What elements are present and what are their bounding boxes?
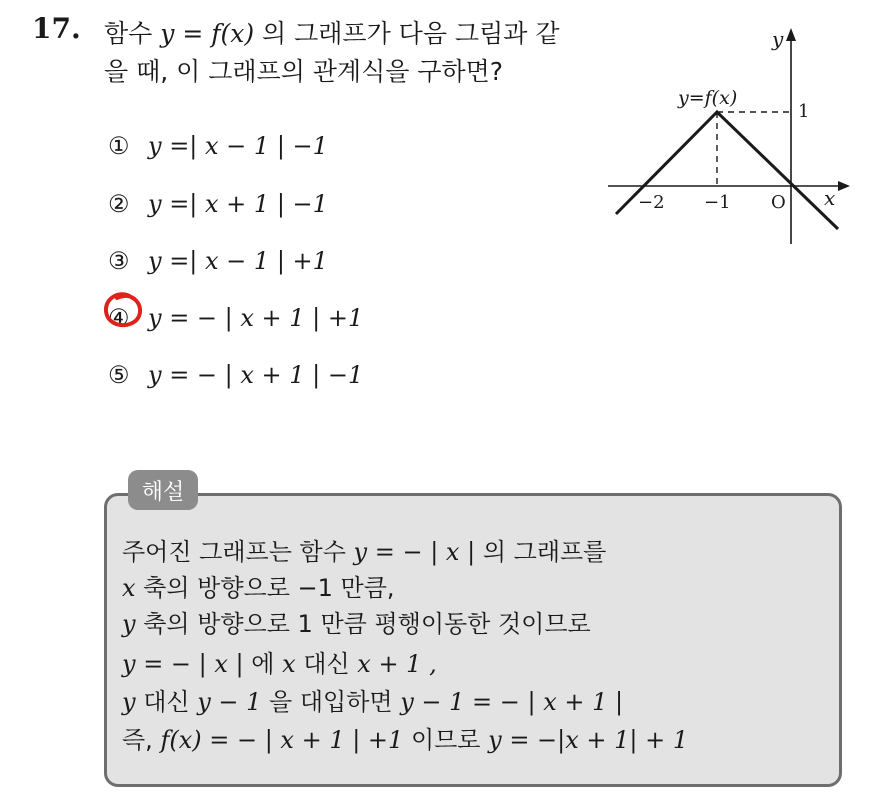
solution-math: x	[122, 574, 136, 602]
solution-line-2	[122, 568, 395, 603]
question-line-2: 을 때, 이 그래프의 관계식을 구하면?	[104, 57, 504, 86]
question-text: 함수	[104, 19, 161, 48]
choice-4[interactable]	[108, 304, 363, 332]
solution-math: y = − | x |	[353, 538, 476, 566]
function-label: y=f(x)	[678, 87, 738, 109]
choice-1[interactable]	[108, 132, 328, 160]
origin-label: O	[771, 192, 786, 213]
x-tick-minus-1: −1	[704, 192, 731, 213]
choice-expression: y =| x + 1 | −1	[148, 190, 328, 218]
solution-text: 을 대입하면	[261, 688, 401, 716]
choice-5[interactable]	[108, 361, 363, 389]
solution-math: y	[122, 688, 136, 716]
solution-line-5	[122, 682, 623, 717]
answer-circle-mark	[101, 291, 145, 331]
solution-text: 주어진 그래프는 함수	[122, 538, 354, 566]
y-axis-arrow-icon	[786, 28, 796, 41]
solution-text: 즉,	[122, 726, 161, 754]
solution-math: y − 1 = − | x + 1 |	[400, 688, 624, 716]
solution-math: x + 1 ,	[357, 650, 437, 678]
solution-line-6	[122, 720, 688, 755]
solution-text: 축의 방향으로 1 만큼 평행이동한 것이므로	[135, 610, 591, 638]
question-text: 의 그래프가 다음 그림과 같	[254, 19, 560, 48]
solution-text: 의 그래프를	[475, 538, 607, 566]
solution-text: 대신	[295, 650, 358, 678]
choice-number: ⑤	[108, 361, 130, 389]
solution-math: y − 1	[197, 688, 262, 716]
choice-number: ①	[108, 132, 130, 160]
solution-line-3	[122, 604, 591, 639]
solution-text: 에	[243, 650, 283, 678]
choice-2[interactable]	[108, 190, 328, 218]
choice-expression: y = − | x + 1 | +1	[148, 304, 364, 332]
question-math: y = f(x)	[160, 19, 255, 48]
choice-number: ④	[108, 304, 130, 332]
solution-line-1	[122, 532, 606, 567]
solution-text: 이므로	[403, 726, 489, 754]
y-axis-label: y	[772, 27, 784, 51]
solution-text: 대신	[135, 688, 198, 716]
choice-number: ②	[108, 190, 130, 218]
x-axis-arrow-icon	[838, 181, 850, 191]
solution-math: f(x) = − | x + 1 | +1	[160, 726, 404, 754]
solution-tag: 해설	[128, 470, 198, 510]
choice-expression: y =| x − 1 | +1	[148, 247, 328, 275]
x-tick-minus-2: −2	[638, 192, 665, 213]
solution-math: y = − | x |	[122, 650, 244, 678]
function-graph	[604, 24, 854, 250]
solution-math: x	[282, 650, 296, 678]
choice-number: ③	[108, 247, 130, 275]
solution-text: 축의 방향으로 −1 만큼,	[135, 574, 395, 602]
choice-expression: y = − | x + 1 | −1	[148, 361, 364, 389]
solution-math: y = −|x + 1| + 1	[488, 726, 689, 754]
question-line-1	[104, 14, 559, 50]
choice-expression: y =| x − 1 | −1	[148, 132, 328, 160]
solution-line-4	[122, 644, 437, 679]
choice-3[interactable]	[108, 247, 328, 275]
x-axis-label: x	[824, 186, 836, 210]
y-tick-1: 1	[798, 101, 810, 122]
solution-math: y	[122, 610, 136, 638]
question-number: 17.	[32, 12, 81, 45]
